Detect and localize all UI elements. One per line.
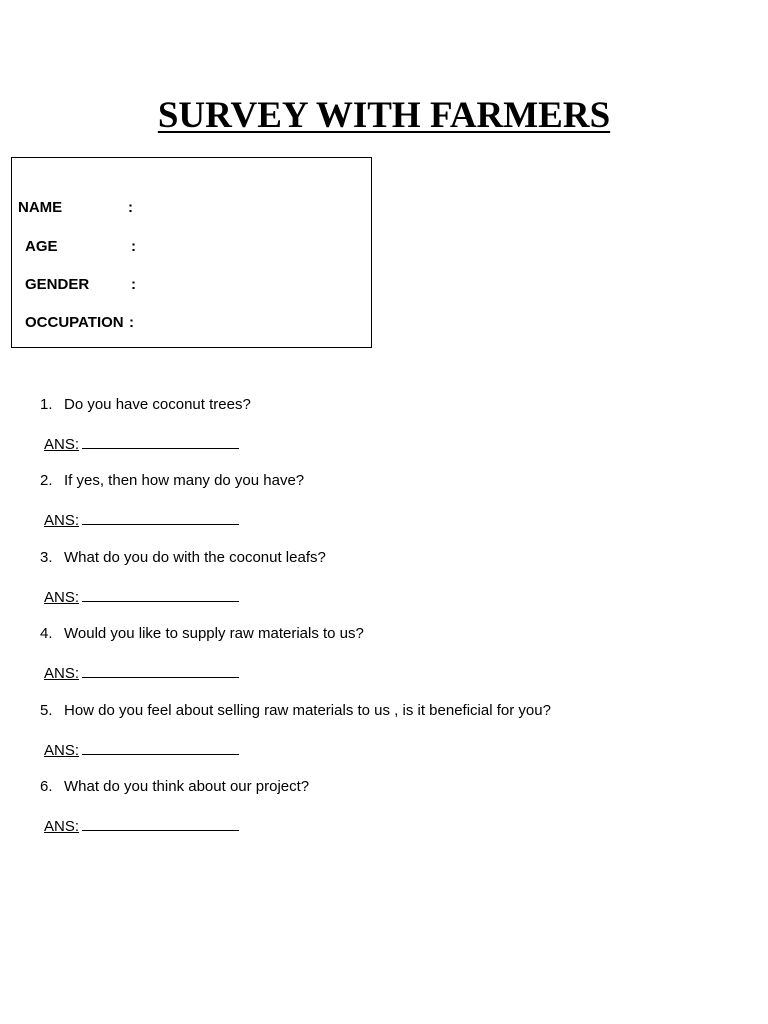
gender-colon: :	[131, 276, 136, 293]
question-text: How do you feel about selling raw materials to us , is it beneficial for you?	[64, 702, 551, 719]
answer-blank-line[interactable]	[82, 434, 239, 449]
answer-5	[44, 740, 239, 759]
question-number: 4.	[40, 625, 53, 642]
answer-blank-line[interactable]	[82, 740, 239, 755]
question-1	[40, 396, 251, 413]
question-6	[40, 778, 309, 795]
question-4	[40, 625, 364, 642]
answer-3	[44, 587, 239, 606]
respondent-info-box	[11, 157, 372, 348]
answer-2	[44, 510, 239, 529]
name-colon: :	[128, 199, 133, 216]
answer-label: ANS:	[44, 436, 80, 453]
answer-blank-line[interactable]	[82, 587, 239, 602]
answer-label: ANS:	[44, 589, 80, 606]
age-colon: :	[131, 238, 136, 255]
name-label: NAME	[18, 199, 63, 216]
question-text: Would you like to supply raw materials to us?	[64, 625, 364, 642]
answer-label: ANS:	[44, 742, 80, 759]
occupation-colon: :	[129, 314, 134, 331]
question-text: If yes, then how many do you have?	[64, 472, 305, 489]
answer-label: ANS:	[44, 818, 80, 835]
question-number: 3.	[40, 549, 53, 566]
answer-blank-line[interactable]	[82, 816, 239, 831]
page-title: SURVEY WITH FARMERS	[157, 95, 611, 136]
question-5	[40, 702, 551, 719]
question-text: What do you think about our project?	[64, 778, 310, 795]
question-number: 6.	[40, 778, 53, 795]
answer-blank-line[interactable]	[82, 510, 239, 525]
question-number: 2.	[40, 472, 53, 489]
answer-label: ANS:	[44, 512, 80, 529]
question-2	[40, 472, 304, 489]
answer-blank-line[interactable]	[82, 663, 239, 678]
answer-6	[44, 816, 239, 835]
question-text: What do you do with the coconut leafs?	[64, 549, 326, 566]
answer-4	[44, 663, 239, 682]
age-label: AGE	[25, 238, 58, 255]
answer-1	[44, 434, 239, 453]
occupation-label: OCCUPATION	[25, 314, 124, 331]
question-number: 1.	[40, 396, 53, 413]
question-3	[40, 549, 326, 566]
question-text: Do you have coconut trees?	[64, 396, 251, 413]
question-number: 5.	[40, 702, 53, 719]
answer-label: ANS:	[44, 665, 80, 682]
gender-label: GENDER	[25, 276, 90, 293]
